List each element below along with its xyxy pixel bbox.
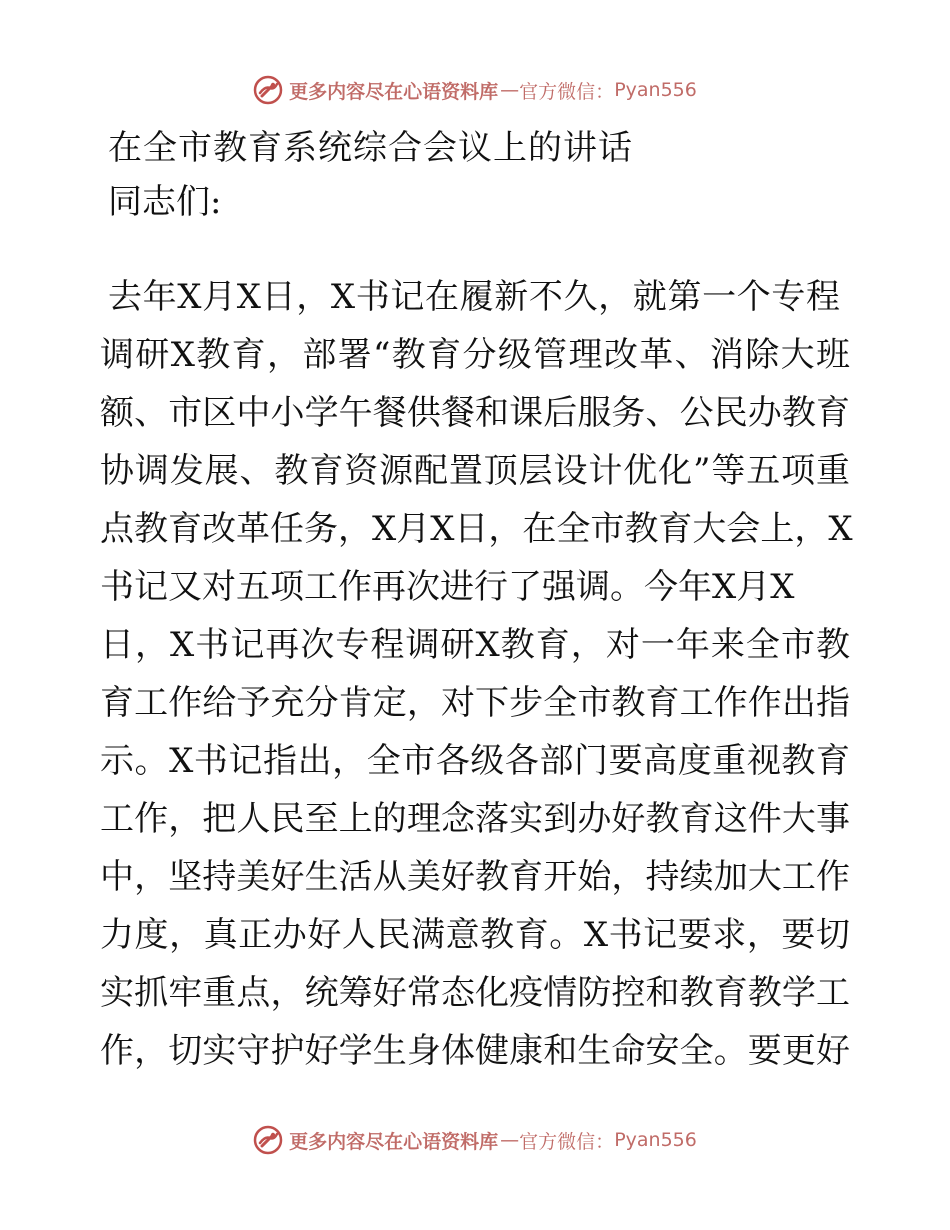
book-logo-icon: [253, 75, 283, 105]
body-line: 作，切实守护好学生身体健康和生命安全。要更好: [100, 1031, 850, 1071]
body-line: 日，X书记再次专程调研X教育，对一年来全市教: [100, 625, 850, 665]
body-line: 去年X月X日，X书记在履新不久，就第一个专程: [108, 277, 840, 317]
watermark-separator: —: [500, 1129, 520, 1151]
body-line: 示。X书记指出，全市各级各部门要高度重视教育: [100, 741, 850, 781]
watermark-footer: [0, 1122, 950, 1158]
watermark-official-label: 官方微信：: [519, 1130, 615, 1153]
watermark-separator: —: [500, 79, 520, 101]
body-line: 协调发展、教育资源配置顶层设计优化”等五项重: [100, 451, 850, 491]
body-line: 实抓牢重点，统筹好常态化疫情防控和教育教学工: [100, 973, 850, 1013]
watermark-brand: 更多内容尽在心语资料库: [289, 1130, 499, 1153]
body-line: 书记又对五项工作再次进行了强调。今年X月X: [100, 567, 795, 607]
watermark-wechat-id: Pyan556: [614, 1129, 697, 1151]
watermark-brand: 更多内容尽在心语资料库: [289, 80, 499, 103]
body-line: 额、市区中小学午餐供餐和课后服务、公民办教育: [100, 393, 850, 433]
body-line: 中，坚持美好生活从美好教育开始，持续加大工作: [100, 857, 850, 897]
book-logo-icon: [253, 1125, 283, 1155]
body-line: 力度，真正办好人民满意教育。X书记要求，要切: [100, 915, 850, 955]
watermark-wechat-id: Pyan556: [614, 79, 697, 101]
body-line: 育工作给予充分肯定，对下步全市教育工作作出指: [100, 683, 850, 723]
body-line: 点教育改革任务，X月X日，在全市教育大会上，X: [100, 509, 853, 549]
watermark-header: [0, 72, 950, 108]
body-line: 工作，把人民至上的理念落实到办好教育这件大事: [100, 799, 850, 839]
document-title: 在全市教育系统综合会议上的讲话: [108, 128, 633, 168]
salutation: 同志们:: [108, 182, 222, 222]
body-line: 调研X教育，部署“教育分级管理改革、消除大班: [100, 335, 850, 375]
watermark-official-label: 官方微信：: [519, 80, 615, 103]
